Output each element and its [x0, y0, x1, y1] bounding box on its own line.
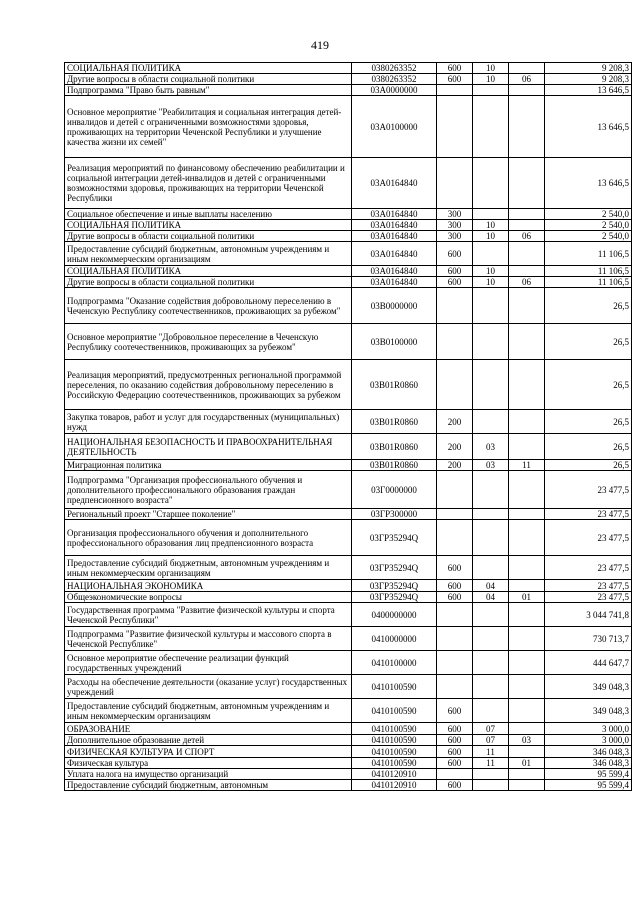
row-subsection-cell: 11	[509, 460, 545, 471]
row-code-cell: 0380263352	[352, 63, 437, 74]
row-subsection-cell	[509, 63, 545, 74]
row-subsection-cell	[509, 360, 545, 410]
row-expense-type-cell: 200	[437, 434, 473, 460]
row-code-cell: 03А0164840	[352, 158, 437, 209]
table-row	[65, 603, 632, 627]
row-name-cell: СОЦИАЛЬНАЯ ПОЛИТИКА	[65, 266, 352, 277]
table-row	[65, 277, 632, 288]
row-subsection-cell: 01	[509, 592, 545, 603]
row-code-cell: 03В01R0860	[352, 434, 437, 460]
row-amount-cell: 23 477,5	[545, 471, 632, 509]
row-expense-type-cell	[437, 85, 473, 96]
table-row	[65, 74, 632, 85]
row-section-cell	[473, 242, 509, 266]
row-expense-type-cell	[437, 324, 473, 360]
table-row	[65, 556, 632, 580]
row-section-cell	[473, 603, 509, 627]
row-amount-cell: 346 048,3	[545, 758, 632, 769]
row-name-cell: Физическая культура	[65, 758, 352, 769]
row-subsection-cell	[509, 769, 545, 780]
table-row	[65, 699, 632, 723]
row-code-cell: 0410100590	[352, 723, 437, 735]
row-subsection-cell	[509, 520, 545, 556]
row-code-cell: 03В0000000	[352, 288, 437, 324]
row-section-cell: 10	[473, 231, 509, 242]
table-row	[65, 96, 632, 158]
row-expense-type-cell: 600	[437, 63, 473, 74]
row-subsection-cell: 03	[509, 735, 545, 746]
row-code-cell: 0410100590	[352, 735, 437, 746]
row-expense-type-cell	[437, 509, 473, 520]
row-name-cell: Подпрограмма "Развитие физической культуры и массового спорта в Чеченской Республике"	[65, 627, 352, 651]
row-code-cell: 0410100000	[352, 651, 437, 675]
row-code-cell: 03А0164840	[352, 266, 437, 277]
row-code-cell: 03В01R0860	[352, 360, 437, 410]
row-name-cell: ОБРАЗОВАНИЕ	[65, 723, 352, 735]
row-name-cell: Дополнительное образование детей	[65, 735, 352, 746]
row-amount-cell: 2 540,0	[545, 209, 632, 220]
row-expense-type-cell: 600	[437, 242, 473, 266]
row-code-cell: 03А0000000	[352, 85, 437, 96]
row-amount-cell: 26,5	[545, 360, 632, 410]
table-row	[65, 580, 632, 592]
row-name-cell: Закупка товаров, работ и услуг для государственных (муниципальных) нужд	[65, 410, 352, 434]
row-subsection-cell	[509, 96, 545, 158]
row-name-cell: Подпрограмма "Организация профессионального обучения и дополнительного профессионального образования граждан предпенсионного возраста"	[65, 471, 352, 509]
row-amount-cell: 95 599,4	[545, 769, 632, 780]
row-code-cell: 03ГР35294Q	[352, 556, 437, 580]
row-section-cell: 10	[473, 266, 509, 277]
row-expense-type-cell	[437, 651, 473, 675]
row-name-cell: Реализация мероприятий по финансовому обеспечению реабилитации и социальной интеграции детей-инвалидов и детей с ограниченными возможностями здоровья, проживающих на территории Чеченской Республики	[65, 158, 352, 209]
row-amount-cell: 3 000,0	[545, 735, 632, 746]
table-row	[65, 231, 632, 242]
row-subsection-cell	[509, 158, 545, 209]
row-section-cell	[473, 288, 509, 324]
table-row	[65, 158, 632, 209]
table-row	[65, 220, 632, 231]
row-amount-cell: 9 208,3	[545, 74, 632, 85]
row-amount-cell: 11 106,5	[545, 242, 632, 266]
row-subsection-cell	[509, 242, 545, 266]
table-row	[65, 288, 632, 324]
row-section-cell	[473, 158, 509, 209]
row-name-cell: Реализация мероприятий, предусмотренных региональной программой переселения, по оказанию содействия добровольному переселению в Российскую Федерацию соотечественников, проживающих за рубежом	[65, 360, 352, 410]
row-section-cell: 04	[473, 592, 509, 603]
row-section-cell	[473, 769, 509, 780]
row-code-cell: 03Г0000000	[352, 471, 437, 509]
table-row	[65, 651, 632, 675]
row-amount-cell: 346 048,3	[545, 746, 632, 758]
row-subsection-cell	[509, 723, 545, 735]
row-amount-cell: 3 044 741,8	[545, 603, 632, 627]
row-amount-cell: 23 477,5	[545, 556, 632, 580]
row-section-cell	[473, 556, 509, 580]
row-name-cell: Предоставление субсидий бюджетным, автономным	[65, 780, 352, 791]
row-subsection-cell: 06	[509, 231, 545, 242]
row-amount-cell: 23 477,5	[545, 509, 632, 520]
row-expense-type-cell: 600	[437, 556, 473, 580]
row-section-cell: 10	[473, 220, 509, 231]
table-row	[65, 460, 632, 471]
row-name-cell: НАЦИОНАЛЬНАЯ ЭКОНОМИКА	[65, 580, 352, 592]
row-subsection-cell: 01	[509, 758, 545, 769]
row-expense-type-cell	[437, 520, 473, 556]
table-row	[65, 63, 632, 74]
row-section-cell: 11	[473, 758, 509, 769]
table-row	[65, 266, 632, 277]
row-code-cell: 03В01R0860	[352, 410, 437, 434]
table-row	[65, 85, 632, 96]
row-code-cell: 03ГР35294Q	[352, 580, 437, 592]
row-name-cell: СОЦИАЛЬНАЯ ПОЛИТИКА	[65, 220, 352, 231]
row-section-cell	[473, 471, 509, 509]
row-subsection-cell	[509, 746, 545, 758]
row-expense-type-cell: 600	[437, 780, 473, 791]
row-amount-cell: 26,5	[545, 434, 632, 460]
row-expense-type-cell: 600	[437, 758, 473, 769]
row-name-cell: Предоставление субсидий бюджетным, автономным учреждениям и иным некоммерческим организациям	[65, 556, 352, 580]
row-code-cell: 0410000000	[352, 627, 437, 651]
row-section-cell	[473, 627, 509, 651]
table-row	[65, 509, 632, 520]
row-expense-type-cell	[437, 471, 473, 509]
table-row	[65, 242, 632, 266]
row-code-cell: 03В01R0860	[352, 460, 437, 471]
row-amount-cell: 23 477,5	[545, 580, 632, 592]
row-name-cell: Государственная программа "Развитие физической культуры и спорта Чеченской Республики"	[65, 603, 352, 627]
row-subsection-cell	[509, 85, 545, 96]
table-row	[65, 746, 632, 758]
row-amount-cell: 13 646,5	[545, 96, 632, 158]
row-expense-type-cell: 600	[437, 723, 473, 735]
row-section-cell: 10	[473, 63, 509, 74]
page-number: 419	[311, 38, 329, 52]
row-subsection-cell	[509, 699, 545, 723]
row-code-cell: 03А0100000	[352, 96, 437, 158]
row-expense-type-cell: 200	[437, 460, 473, 471]
row-section-cell	[473, 85, 509, 96]
row-amount-cell: 13 646,5	[545, 158, 632, 209]
row-name-cell: Уплата налога на имущество организаций	[65, 769, 352, 780]
row-expense-type-cell: 600	[437, 592, 473, 603]
row-section-cell	[473, 96, 509, 158]
row-code-cell: 0400000000	[352, 603, 437, 627]
row-amount-cell: 26,5	[545, 288, 632, 324]
row-code-cell: 03А0164840	[352, 220, 437, 231]
row-expense-type-cell	[437, 288, 473, 324]
table-row	[65, 780, 632, 791]
table-row	[65, 209, 632, 220]
row-subsection-cell	[509, 651, 545, 675]
row-code-cell: 0410100590	[352, 675, 437, 699]
row-section-cell	[473, 360, 509, 410]
row-amount-cell: 26,5	[545, 410, 632, 434]
row-expense-type-cell: 600	[437, 699, 473, 723]
row-code-cell: 03ГР35294Q	[352, 592, 437, 603]
row-name-cell: Другие вопросы в области социальной политики	[65, 74, 352, 85]
row-name-cell: Предоставление субсидий бюджетным, автономным учреждениям и иным некоммерческим организациям	[65, 699, 352, 723]
row-subsection-cell	[509, 324, 545, 360]
row-name-cell: Другие вопросы в области социальной политики	[65, 277, 352, 288]
row-name-cell: НАЦИОНАЛЬНАЯ БЕЗОПАСНОСТЬ И ПРАВООХРАНИТЕЛЬНАЯ ДЕЯТЕЛЬНОСТЬ	[65, 434, 352, 460]
row-section-cell: 03	[473, 460, 509, 471]
row-name-cell: Подпрограмма "Право быть равным"	[65, 85, 352, 96]
row-section-cell: 04	[473, 580, 509, 592]
row-expense-type-cell: 600	[437, 580, 473, 592]
row-amount-cell: 3 000,0	[545, 723, 632, 735]
row-subsection-cell	[509, 603, 545, 627]
row-expense-type-cell	[437, 96, 473, 158]
row-code-cell: 03А0164840	[352, 231, 437, 242]
row-amount-cell: 11 106,5	[545, 266, 632, 277]
row-name-cell: Основное мероприятие обеспечение реализации функций государственных учреждений	[65, 651, 352, 675]
row-section-cell	[473, 509, 509, 520]
row-section-cell: 03	[473, 434, 509, 460]
row-expense-type-cell	[437, 603, 473, 627]
row-section-cell: 07	[473, 723, 509, 735]
row-expense-type-cell: 600	[437, 266, 473, 277]
row-code-cell: 03В0100000	[352, 324, 437, 360]
table-row	[65, 360, 632, 410]
row-code-cell: 0410100590	[352, 758, 437, 769]
budget-table	[64, 62, 632, 791]
row-section-cell: 11	[473, 746, 509, 758]
row-amount-cell: 13 646,5	[545, 85, 632, 96]
row-expense-type-cell: 600	[437, 277, 473, 288]
row-expense-type-cell	[437, 627, 473, 651]
row-name-cell: Основное мероприятие "Реабилитация и социальная интеграция детей-инвалидов и детей с ограниченными возможностями здоровья, проживающих на территории Чеченской Республики и улучшение качества жизни их семей"	[65, 96, 352, 158]
row-name-cell: Миграционная политика	[65, 460, 352, 471]
row-section-cell: 10	[473, 277, 509, 288]
row-section-cell: 10	[473, 74, 509, 85]
table-row	[65, 758, 632, 769]
row-subsection-cell	[509, 627, 545, 651]
row-expense-type-cell	[437, 158, 473, 209]
row-name-cell: Предоставление субсидий бюджетным, автономным учреждениям и иным некоммерческим организациям	[65, 242, 352, 266]
table-row	[65, 434, 632, 460]
row-code-cell: 03А0164840	[352, 209, 437, 220]
budget-table-body	[65, 63, 632, 791]
row-expense-type-cell: 300	[437, 209, 473, 220]
row-section-cell	[473, 324, 509, 360]
row-amount-cell: 730 713,7	[545, 627, 632, 651]
row-subsection-cell	[509, 580, 545, 592]
row-name-cell: Социальное обеспечение и иные выплаты населению	[65, 209, 352, 220]
row-section-cell	[473, 410, 509, 434]
row-name-cell: Общеэкономические вопросы	[65, 592, 352, 603]
row-amount-cell: 2 540,0	[545, 231, 632, 242]
row-subsection-cell	[509, 780, 545, 791]
row-expense-type-cell: 600	[437, 735, 473, 746]
row-expense-type-cell	[437, 769, 473, 780]
row-code-cell: 03А0164840	[352, 242, 437, 266]
row-amount-cell: 23 477,5	[545, 520, 632, 556]
row-amount-cell: 349 048,3	[545, 675, 632, 699]
row-name-cell: Основное мероприятие "Добровольное переселение в Чеченскую Республику соотечественников, проживающих за рубежом"	[65, 324, 352, 360]
row-section-cell: 07	[473, 735, 509, 746]
table-row	[65, 324, 632, 360]
row-section-cell	[473, 780, 509, 791]
row-subsection-cell	[509, 220, 545, 231]
row-subsection-cell	[509, 410, 545, 434]
table-row	[65, 769, 632, 780]
row-subsection-cell	[509, 288, 545, 324]
row-subsection-cell	[509, 471, 545, 509]
row-amount-cell: 23 477,5	[545, 592, 632, 603]
row-subsection-cell	[509, 434, 545, 460]
row-code-cell: 0410100590	[352, 746, 437, 758]
row-amount-cell: 95 599,4	[545, 780, 632, 791]
row-section-cell	[473, 209, 509, 220]
row-expense-type-cell: 600	[437, 74, 473, 85]
row-section-cell	[473, 699, 509, 723]
row-expense-type-cell	[437, 360, 473, 410]
table-row	[65, 627, 632, 651]
row-code-cell: 03ГР300000	[352, 509, 437, 520]
row-subsection-cell: 06	[509, 277, 545, 288]
row-subsection-cell	[509, 266, 545, 277]
row-code-cell: 03А0164840	[352, 277, 437, 288]
row-section-cell	[473, 675, 509, 699]
table-row	[65, 723, 632, 735]
table-row	[65, 592, 632, 603]
row-code-cell: 0410120910	[352, 769, 437, 780]
row-name-cell: СОЦИАЛЬНАЯ ПОЛИТИКА	[65, 63, 352, 74]
row-name-cell: ФИЗИЧЕСКАЯ КУЛЬТУРА И СПОРТ	[65, 746, 352, 758]
row-subsection-cell	[509, 556, 545, 580]
row-subsection-cell: 06	[509, 74, 545, 85]
row-subsection-cell	[509, 675, 545, 699]
row-expense-type-cell	[437, 675, 473, 699]
row-section-cell	[473, 651, 509, 675]
row-amount-cell: 26,5	[545, 460, 632, 471]
row-code-cell: 03ГР35294Q	[352, 520, 437, 556]
row-expense-type-cell: 200	[437, 410, 473, 434]
row-name-cell: Региональный проект "Старшее поколение"	[65, 509, 352, 520]
row-code-cell: 0410120910	[352, 780, 437, 791]
row-amount-cell: 26,5	[545, 324, 632, 360]
row-code-cell: 0380263352	[352, 74, 437, 85]
table-row	[65, 471, 632, 509]
row-amount-cell: 2 540,0	[545, 220, 632, 231]
row-amount-cell: 11 106,5	[545, 277, 632, 288]
row-expense-type-cell: 600	[437, 746, 473, 758]
row-section-cell	[473, 520, 509, 556]
row-amount-cell: 9 208,3	[545, 63, 632, 74]
row-code-cell: 0410100590	[352, 699, 437, 723]
table-row	[65, 520, 632, 556]
row-name-cell: Подпрограмма "Оказание содействия добровольному переселению в Чеченскую Республику соотечественников, проживающих за рубежом"	[65, 288, 352, 324]
table-row	[65, 410, 632, 434]
row-amount-cell: 349 048,3	[545, 699, 632, 723]
row-name-cell: Организация профессионального обучения и дополнительного профессионального образования лиц предпенсионного возраста	[65, 520, 352, 556]
row-amount-cell: 444 647,7	[545, 651, 632, 675]
row-name-cell: Расходы на обеспечение деятельности (оказание услуг) государственных учреждений	[65, 675, 352, 699]
row-subsection-cell	[509, 209, 545, 220]
table-row	[65, 735, 632, 746]
row-expense-type-cell: 300	[437, 220, 473, 231]
row-name-cell: Другие вопросы в области социальной политики	[65, 231, 352, 242]
row-subsection-cell	[509, 509, 545, 520]
row-expense-type-cell: 300	[437, 231, 473, 242]
table-row	[65, 675, 632, 699]
